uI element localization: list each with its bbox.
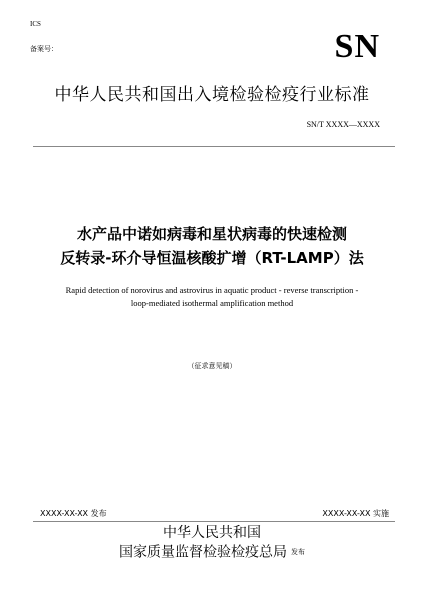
publisher-line-2: [0, 543, 424, 563]
record-number-label: 备案号：: [30, 45, 58, 53]
top-divider: [33, 146, 395, 147]
issue-date: XXXX-XX-XX 发布: [40, 509, 107, 518]
title-cn-line-2: 反转录-环介导恒温核酸扩增（RT-LAMP）法: [60, 249, 364, 267]
document-title-en: [0, 284, 424, 310]
ics-code: ICS: [30, 20, 41, 28]
publisher-name: 国家质量监督检验检疫总局: [119, 544, 287, 561]
bottom-divider: [33, 521, 395, 522]
publish-label: 发布: [291, 548, 305, 556]
implement-date: XXXX-XX-XX 实施: [322, 509, 389, 518]
publisher-block: [0, 524, 424, 563]
document-title-cn: [0, 222, 424, 270]
title-en-line-1: Rapid detection of norovirus and astrovirus in aquatic product - reverse transcription -: [65, 285, 359, 295]
draft-label: （征求意见稿）: [187, 362, 237, 370]
standard-title: 中华人民共和国出入境检验检疫行业标准: [54, 85, 370, 105]
title-cn-line-1: 水产品中诺如病毒和星状病毒的快速检测: [76, 225, 347, 243]
sn-logo: SN: [334, 28, 380, 65]
publisher-line-1: 中华人民共和国: [163, 525, 261, 541]
title-en-line-2: loop-mediated isothermal amplification method: [130, 298, 294, 308]
standard-number: SN/T XXXX—XXXX: [306, 120, 380, 129]
